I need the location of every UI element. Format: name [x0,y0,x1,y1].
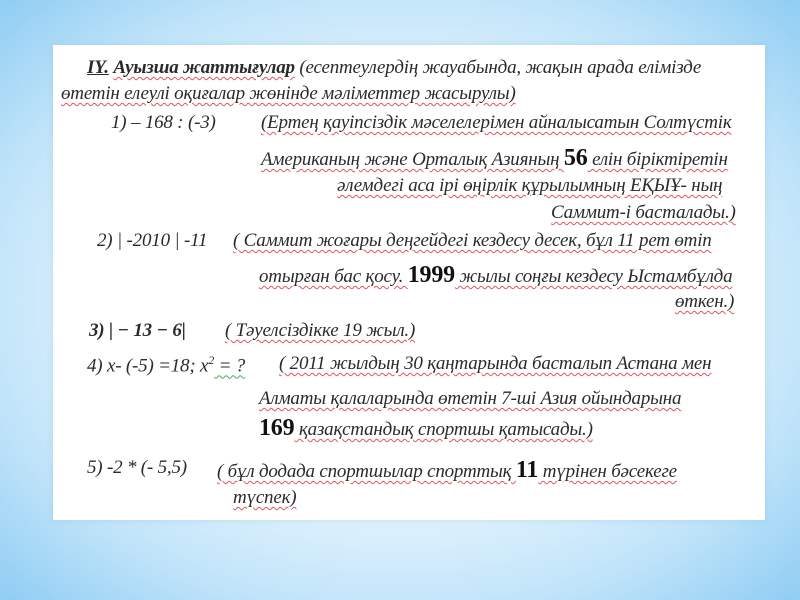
item2-line2-number: 1999 [407,262,455,288]
item1-line3: әлемдегі аса ірі өңірлік құрылымның ЕҚЫҰ- ның [337,175,723,196]
item4-line3-post: қазақстандық спортшы қатысады.) [294,419,593,440]
exercise-title: Ауызша жаттығулар [113,57,295,78]
item1-line2-number: 56 [563,145,588,171]
exercise-heading-line2: өтетін елеулі оқиғалар жөнінде мәліметтер жасырулы) [61,83,516,104]
item2-line2-pre: отырған бас қосу. [259,266,408,287]
item1-line2-pre: Американың және Орталық Азияның [261,149,564,170]
item4-line1: ( 2011 жылдың 30 қаңтарында басталып Астана мен [279,353,712,374]
item1-line4: Саммит-і басталады.) [551,202,736,223]
item3-expression: 3) | − 13 − 6| [89,320,186,341]
item2-line1: ( Саммит жоғары деңгейдегі кездесу десек, бұл 11 рет өтіп [233,230,712,251]
item5-expression: 5) -2 * (- 5,5) [87,457,187,478]
item4-expression-post: = ? [214,355,246,377]
item4-line2: Алматы қалаларында өтетін 7-ші Азия ойындарына [259,388,682,409]
item5-line1-number: 11 [515,457,539,483]
item4-expression-pre: 4) х- (-5) =18; x [87,355,209,377]
document-page [53,45,765,520]
item4-expression [87,353,245,377]
item5-line1-post: түрінен бәсекеге [538,461,677,482]
item5-line1-pre: ( бұл додада спортшылар спорттық [217,461,516,482]
item5-line2: түспек) [233,487,297,508]
item2-line2 [259,262,732,289]
exercise-subtitle: (есептеулердің жауабында, жақын арада елімізде [294,57,702,78]
item4-line3-number: 169 [259,415,295,441]
exercise-number: IY. [87,57,109,78]
item2-line2-post: жылы соңғы кездесу Ыстамбұлда [454,266,733,287]
item2-line3: өткен.) [675,291,735,312]
item2-expression: 2) | -2010 | -11 [97,230,208,251]
item1-line2 [261,145,728,172]
item1-line2-post: елін біріктіретін [587,149,728,170]
item1-line1: (Ертең қауіпсіздік мәселелерімен айналысатын Солтүстік [261,112,732,133]
exercise-heading [87,57,701,79]
item1-expression: 1) – 168 : (-3) [111,112,216,133]
item3-line1: ( Тәуелсіздікке 19 жыл.) [225,320,416,341]
item4-expression-exponent: 2 [208,353,215,367]
item5-line1 [217,457,677,484]
item4-line3 [259,415,593,442]
